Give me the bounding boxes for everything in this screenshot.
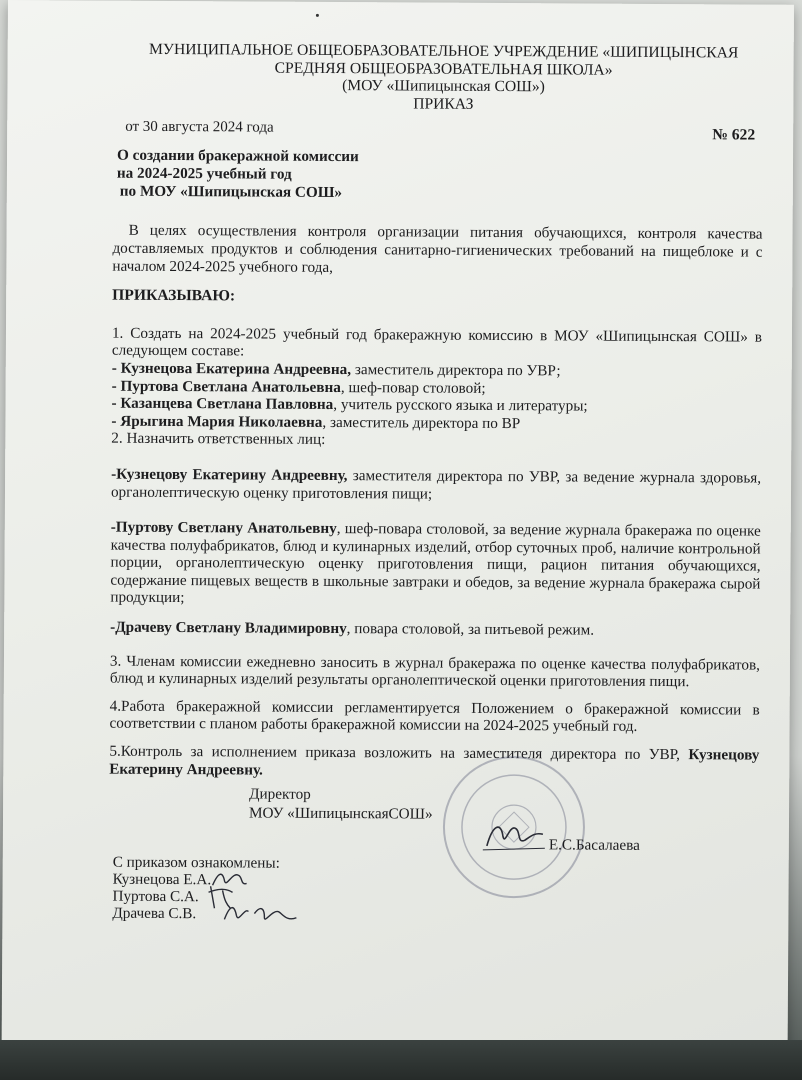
member-name: - Ярыгина Мария Николаевна bbox=[111, 412, 323, 431]
responsible-item bbox=[110, 619, 760, 641]
document-header bbox=[123, 41, 763, 115]
signer-position-line-2: МОУ «ШипицынскаяСОШ» bbox=[248, 804, 433, 823]
order-date: от 30 августа 2024 года bbox=[125, 118, 274, 136]
subject-line-3: по МОУ «Шипицынская СОШ» bbox=[119, 182, 343, 201]
responsible-name: -Пуртову Светлану Анатольевну bbox=[110, 518, 337, 538]
responsible-name: -Кузнецову Екатерину Андреевну, bbox=[111, 465, 348, 485]
order-subject bbox=[117, 147, 763, 204]
header-title: ПРИКАЗ bbox=[413, 94, 474, 113]
acknowledgement-heading: С приказом ознакомлены: bbox=[112, 853, 280, 872]
responsible-name: -Драчеву Светлану Владимировну bbox=[110, 618, 347, 638]
responsible-item bbox=[111, 466, 761, 505]
member-role: , заместитель директора по ВР bbox=[322, 413, 521, 432]
order-number: № 622 bbox=[712, 126, 756, 144]
member-role: , учитель русского языка и литературы; bbox=[333, 396, 588, 415]
orders-heading: ПРИКАЗЫВАЮ: bbox=[112, 286, 236, 305]
subject-line-2: на 2024-2025 учебный год bbox=[116, 164, 292, 183]
signer-name: Е.С.Басалаева bbox=[548, 836, 640, 855]
item-2: 2. Назначить ответственных лиц: bbox=[111, 429, 326, 449]
signer-position-line-1: Директор bbox=[249, 785, 311, 804]
member-role: заместитель директора по УВР; bbox=[351, 361, 561, 380]
ink-mark bbox=[316, 14, 319, 17]
document-body bbox=[108, 41, 763, 926]
preamble: В целях осуществления контроля организации питания обучающихся, контроля качества доставляемых продуктов и соблюдения санитарно-гигиенических требований на пищеблоке и с началом 2024-2025 учебного года, bbox=[112, 222, 763, 276]
signer-position bbox=[249, 785, 433, 824]
member-name: - Кузнецова Екатерина Андреевна, bbox=[111, 359, 352, 379]
member-role: , шеф-повар столовой; bbox=[340, 378, 486, 397]
acknowledged-person bbox=[112, 905, 758, 926]
responsible-duty: , повара столовой, за питьевой режим. bbox=[346, 620, 595, 639]
item-3: 3. Членам комиссии ежедневно заносить в журнал бракеража по оценке качества полуфабрикатов, блюд и кулинарных изделий результаты органолептической оценки приготовления пищи. bbox=[109, 652, 761, 691]
item-4: 4.Работа бракеражной комиссии регламентируется Положением о бракеражной комиссии в соответствии с планом работы бракеражной комиссии на 2024-2025 учебный год. bbox=[109, 697, 760, 736]
signature-icon bbox=[479, 816, 549, 856]
responsible-item bbox=[110, 519, 761, 611]
item-1: 1. Создать на 2024-2025 учебный год бракеражную комиссию в МОУ «Шипицынская СОШ» в следующем составе: bbox=[111, 324, 763, 360]
header-line-2: СРЕДНЯЯ ОБЩЕОБРАЗОВАТЕЛЬНАЯ ШКОЛА» bbox=[274, 59, 613, 79]
document-sheet bbox=[2, 0, 794, 1050]
acknowledged-person-name: Кузнецова Е.А. bbox=[112, 870, 212, 889]
header-line-1: МУНИЦИПАЛЬНОЕ ОБЩЕОБРАЗОВАТЕЛЬНОЕ УЧРЕЖДЕНИЕ «ШИПИЦЫНСКАЯ bbox=[149, 40, 739, 62]
signature-icon bbox=[220, 900, 300, 928]
acknowledged-person-name: Пуртова С.А. bbox=[112, 887, 199, 906]
member-name: - Казанцева Светлана Павловна bbox=[111, 394, 334, 414]
responsible-duty: заместителя директора по УВР, за ведение журнала здоровья, органолептическую оценку приготовления пищи; bbox=[110, 467, 762, 503]
item-5-name: Кузнецову Екатерину Андреевну. bbox=[109, 746, 760, 779]
members-list bbox=[111, 360, 761, 434]
item-5 bbox=[109, 743, 759, 782]
table-surface bbox=[0, 1040, 802, 1080]
date-number-row bbox=[113, 119, 763, 145]
member-name: - Пуртова Светлана Анатольевна bbox=[111, 377, 341, 396]
acknowledged-person-name: Драчева С.В. bbox=[112, 904, 197, 923]
subject-line-1: О создании бракеражной комиссии bbox=[117, 146, 359, 166]
header-line-3: (МОУ «Шипицынская СОШ») bbox=[342, 77, 545, 96]
item-5-text: 5.Контроль за исполнением приказа возложить на заместителя директора по УВР, bbox=[109, 742, 681, 764]
responsible-duty: , шеф-повара столовой, за ведение журнала бракеража по оценке качества полуфабрикатов, блюд и кулинарных изделий, отбор суточных проб, наличие контрольной порции, органолептическую оценку приготовления пищи, рацион питания обучающихся, содержание пищевых веществ в школьные завтраки и обедов, за ведение журнала бракеража сырой продукции; bbox=[110, 520, 761, 607]
